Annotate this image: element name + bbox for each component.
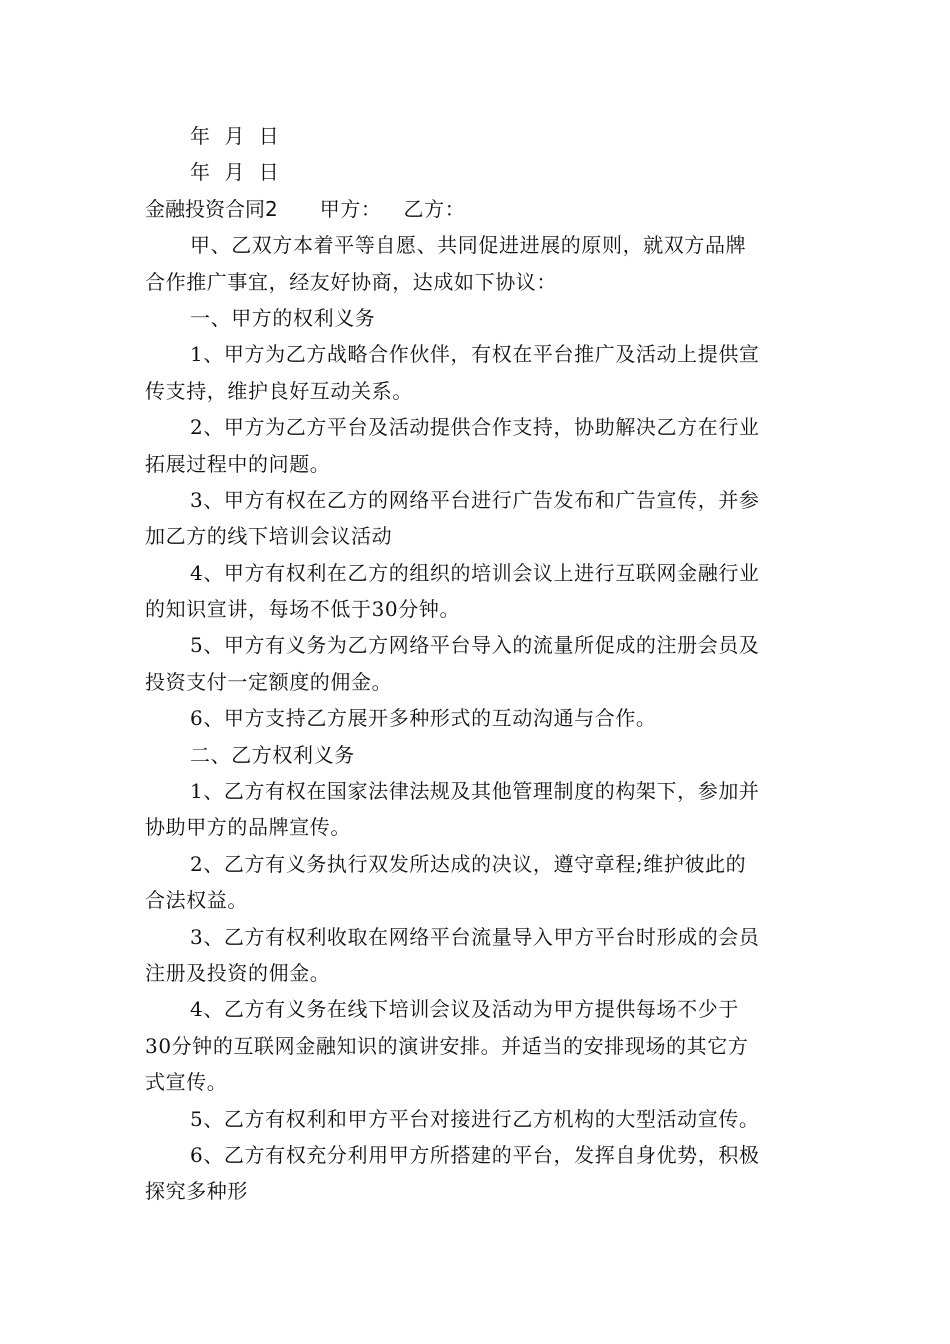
paragraph-line: 2、乙方有义务执行双发所达成的决议，遵守章程;维护彼此的	[190, 851, 747, 876]
section-heading: 一、甲方的权利义务	[190, 305, 376, 330]
paragraph-line: 1、乙方有权在国家法律法规及其他管理制度的构架下，参加并	[190, 779, 760, 804]
paragraph-line: 3、乙方有权利收取在网络平台流量导入甲方平台时形成的会员	[190, 924, 760, 949]
party-b-label: 乙方：	[403, 196, 466, 221]
paragraph-line: 1、甲方为乙方战略合作伙伴，有权在平台推广及活动上提供宣	[190, 342, 760, 367]
document-body	[145, 118, 810, 1210]
paragraph-line: 投资支付一定额度的佣金。	[145, 669, 393, 694]
clause	[145, 336, 810, 409]
clause	[145, 773, 810, 846]
paragraph-line: 协助甲方的品牌宣传。	[145, 815, 351, 840]
contract-title-row	[145, 191, 810, 227]
date-line: 年 月 日	[190, 124, 283, 148]
clause	[145, 846, 810, 919]
clause	[145, 409, 810, 482]
paragraph-line: 甲、乙双方本着平等自愿、共同促进进展的原则，就双方品牌	[190, 233, 747, 258]
clause	[145, 1101, 810, 1137]
paragraph-line: 拓展过程中的问题。	[145, 451, 331, 476]
paragraph-line: 传支持，维护良好互动关系。	[145, 378, 413, 403]
paragraph-line: 4、乙方有义务在线下培训会议及活动为甲方提供每场不少于	[190, 997, 739, 1022]
paragraph-line: 注册及投资的佣金。	[145, 960, 331, 985]
paragraph-line: 合法权益。	[145, 888, 248, 913]
paragraph-line: 30分钟的互联网金融知识的演讲安排。并适当的安排现场的其它方	[145, 1033, 749, 1058]
paragraph-line: 的知识宣讲，每场不低于30分钟。	[145, 597, 461, 622]
contract-title: 金融投资合同2	[145, 196, 278, 221]
clause	[145, 919, 810, 992]
party-a-label: 甲方：	[319, 196, 382, 221]
section-heading: 二、乙方权利义务	[190, 742, 355, 767]
clause	[145, 1137, 810, 1210]
paragraph-line: 探究多种形	[145, 1179, 248, 1204]
clause	[145, 482, 810, 555]
paragraph-line: 6、乙方有权充分利用甲方所搭建的平台，发挥自身优势，积极	[190, 1142, 760, 1167]
intro-paragraph	[145, 227, 810, 300]
paragraph-line: 2、甲方为乙方平台及活动提供合作支持，协助解决乙方在行业	[190, 415, 760, 440]
paragraph-line: 3、甲方有权在乙方的网络平台进行广告发布和广告宣传，并参	[190, 487, 760, 512]
paragraph-line: 合作推广事宜，经友好协商，达成如下协议：	[145, 269, 557, 294]
paragraph-line: 式宣传。	[145, 1070, 228, 1095]
paragraph-line: 加乙方的线下培训会议活动	[145, 524, 393, 549]
paragraph-line: 6、甲方支持乙方展开多种形式的互动沟通与合作。	[190, 706, 657, 731]
paragraph-line: 4、甲方有权利在乙方的组织的培训会议上进行互联网金融行业	[190, 560, 760, 585]
clause	[145, 991, 810, 1100]
paragraph-line: 5、乙方有权利和甲方平台对接进行乙方机构的大型活动宣传。	[190, 1106, 760, 1131]
date-line: 年 月 日	[190, 160, 283, 185]
clause	[145, 700, 810, 736]
clause	[145, 555, 810, 628]
paragraph-line: 5、甲方有义务为乙方网络平台导入的流量所促成的注册会员及	[190, 633, 760, 658]
clause	[145, 627, 810, 700]
